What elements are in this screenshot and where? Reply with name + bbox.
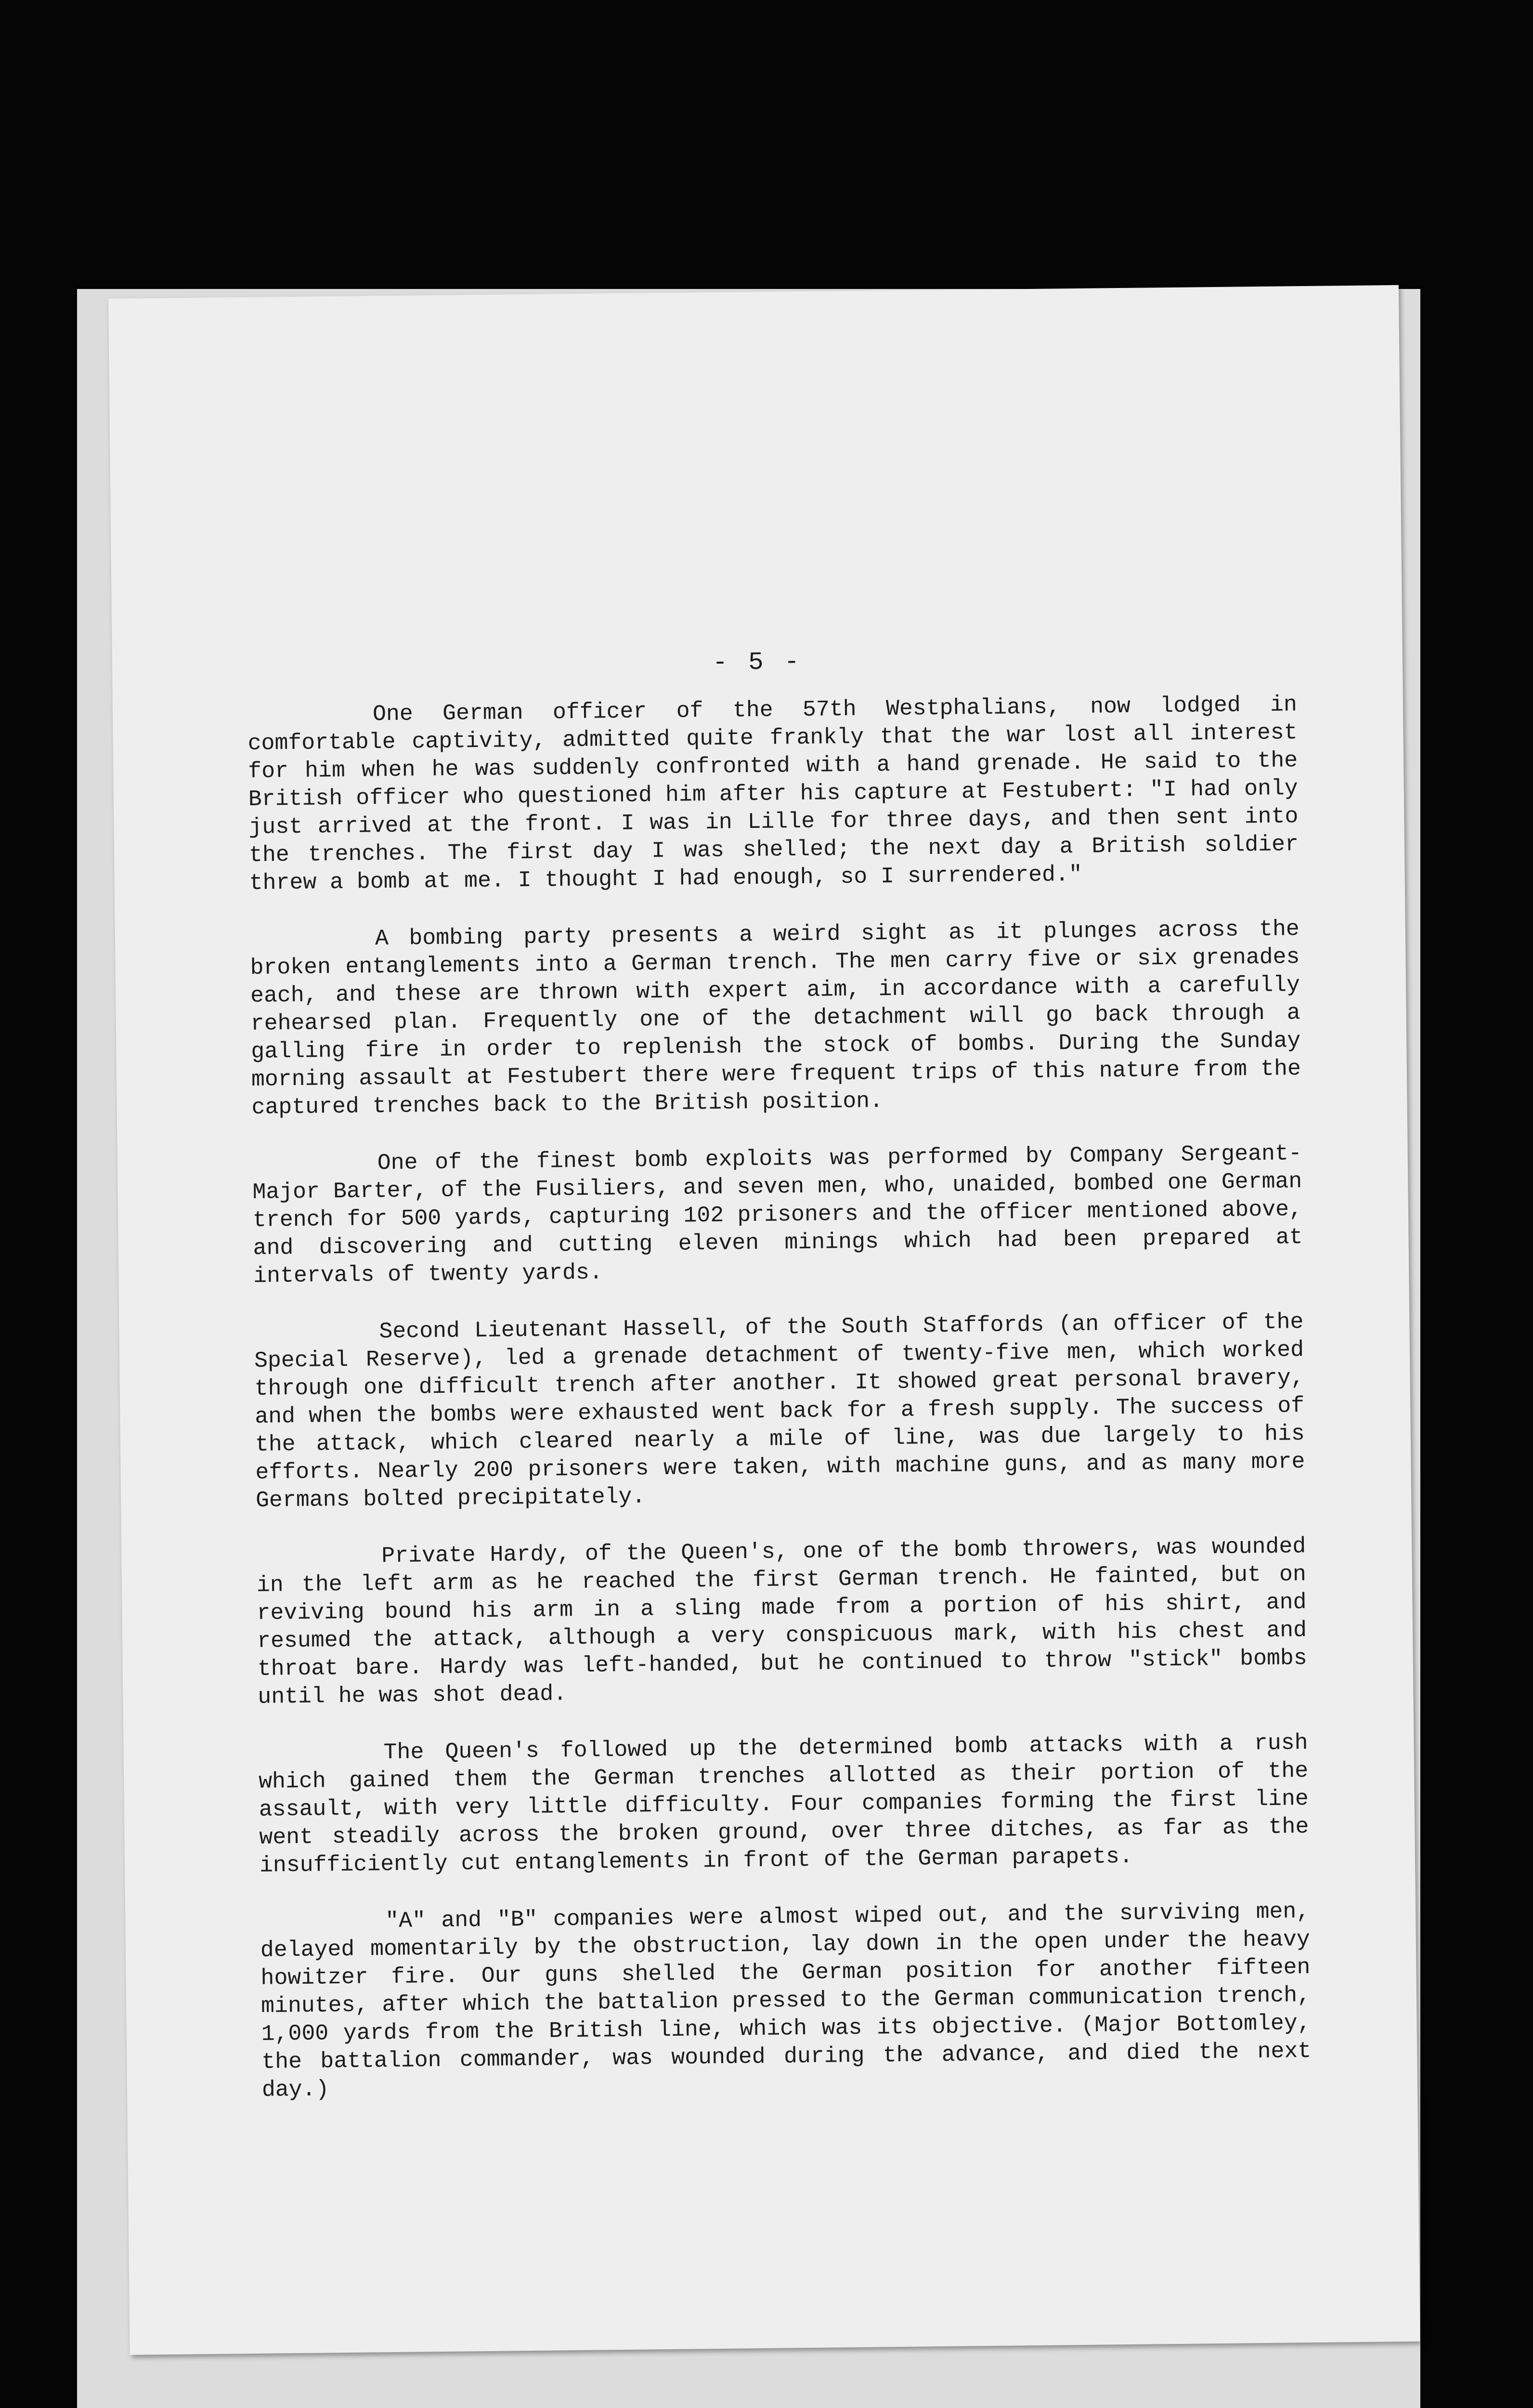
paragraph-2: A bombing party presents a weird sight as it plunges across the broken entanglements into a German trench. The men carry five or six grenades each, and these are thrown with expert aim, in accordance with a carefully rehearsed plan. Frequently one of the detachment will go back through a galling fire in order to replenish the stock of bombs. During the Sunday morning assault at Festubert there were frequent trips of this nature from the captured trenches back to the British position.	[250, 916, 1301, 1120]
page-number: - 5 -	[712, 647, 803, 677]
paragraph-1: One German officer of the 57th Westphalians, now lodged in comfortable captivity, admitted quite frankly that the war lost all interest for him when he was suddenly confronted with a hand grenade. He said to the British officer who questioned him after his capture at Festubert: "I had only just arrived at the front. I was in Lille for three days, and then sent into the trenches. The first day I was shelled; the next day a British soldier threw a bomb at me. I thought I had enough, so I surrendered."	[247, 692, 1299, 896]
paragraph-4: Second Lieutenant Hassell, of the South Staffords (an officer of the Special Reserve), led a grenade detachment of twenty-five men, which worked through one difficult trench after another. It showed great personal bravery, and when the bombs were exhausted went back for a fresh supply. The success of the attack, which cleared nearly a mile of line, was due largely to his efforts. Nearly 200 prisoners were taken, with machine guns, and as many more Germans bolted precipitately.	[254, 1309, 1305, 1513]
paragraph-3: One of the finest bomb exploits was performed by Company Sergeant-Major Barter, of the Fusiliers, and seven men, who, unaided, bombed one German trench for 500 yards, capturing 102 prisoners and the officer mentioned above, and discovering and cutting eleven minings which had been prepared at intervals of twenty yards.	[252, 1140, 1303, 1289]
paragraph-7: "A" and "B" companies were almost wiped out, and the surviving men, delayed momentarily by the obstruction, lay down in the open under the heavy howitzer fire. Our guns shelled the German position for another fifteen minutes, after which the battalion pressed to the German communication trench, 1,000 yards from the British line, which was its objective. (Major Bottomley, the battalion commander, was wounded during the advance, and died the next day.)	[260, 1898, 1312, 2103]
paragraph-5: Private Hardy, of the Queen's, one of the bomb throwers, was wounded in the left arm as he reached the first German trench. He fainted, but on reviving bound his arm in a sling made from a portion of his shirt, and resumed the attack, although a very conspicuous mark, with his chest and throat bare. Hardy was left-handed, but he continued to throw "stick" bombs until he was shot dead.	[256, 1533, 1307, 1710]
document-page	[108, 285, 1420, 2355]
document-body	[247, 691, 1312, 2133]
paragraph-6: The Queen's followed up the determined bomb attacks with a rush which gained them the German trenches allotted as their portion of the assault, with very little difficulty. Four companies forming the first line went steadily across the broken ground, over three ditches, as far as the insufficiently cut entanglements in front of the German parapets.	[258, 1730, 1309, 1878]
